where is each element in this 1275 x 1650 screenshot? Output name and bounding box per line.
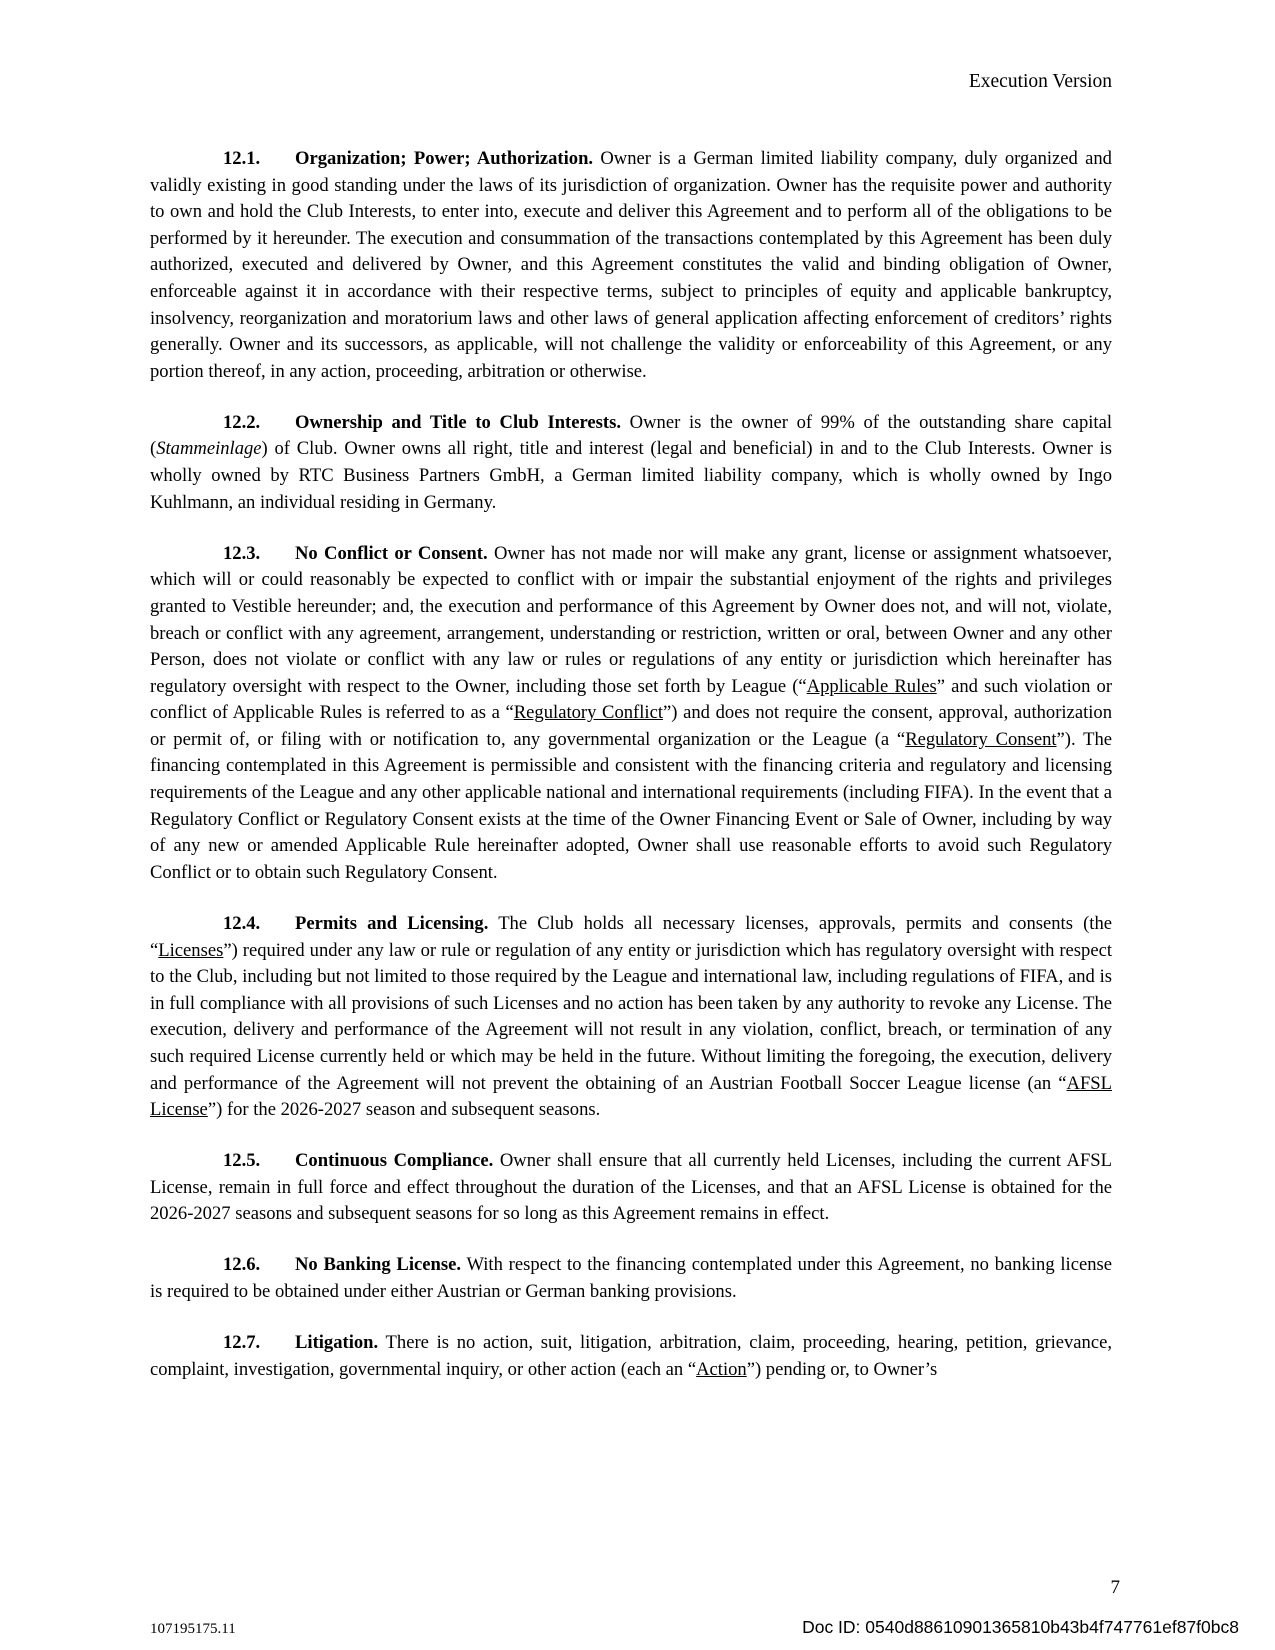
defined-term: Applicable Rules — [806, 675, 937, 697]
document-body — [150, 146, 1112, 1408]
section-title: Organization; Power; Authorization. — [295, 148, 594, 169]
section-text: With respect to the financing contemplated under this Agreement, no banking license is required to be obtained under either Austrian or German banking provisions. — [150, 1254, 1113, 1303]
defined-term: AFSL License — [150, 1072, 1112, 1121]
section-text: Owner is a German limited liability company, duly organized and validly existing in good standing under the laws of its jurisdiction of organization. Owner has the requisite power and authority to own and hold the Club Interests, to enter into, execute and deliver this Agreement and to perform all of the obligations to be performed by it hereunder. The execution and consummation of the transactions contemplated by this Agreement has been duly authorized, executed and delivered by Owner, and this Agreement constitutes the valid and binding obligation of Owner, enforceable against it in accordance with their respective terms, subject to principles of equity and applicable bankruptcy, insolvency, reorganization and moratorium laws and other laws of general application affecting enforcement of creditors’ rights generally. Owner and its successors, as applicable, will not challenge the validity or enforceability of this Agreement, or any portion thereof, in any action, proceeding, arbitration or otherwise. — [150, 148, 1112, 382]
section-title: Litigation. — [295, 1332, 379, 1354]
section-text: There is no action, suit, litigation, arbitration, claim, proceeding, hearing, petition, grievance, complaint, investigation, governmental inquiry, or other action (each an “ — [150, 1332, 1113, 1380]
section-12-7 — [150, 1330, 1112, 1383]
doc-id-stamp: Doc ID: 0540d88610901365810b43b4f747761ef87f0bc8 — [802, 1617, 1239, 1637]
section-text: The Club holds all necessary licenses, approvals, permits and consents (the “ — [150, 912, 1113, 961]
section-text: ”) pending or, to Owner’s — [746, 1358, 938, 1380]
section-text: ” and such violation or conflict of Applicable Rules is referred to as a “ — [150, 675, 1113, 724]
section-text: Owner has not made nor will make any grant, license or assignment whatsoever, which will or could reasonably be expected to conflict with or impair the substantial enjoyment of the rights and privileges granted to Vestible hereunder; and, the execution and performance of this Agreement by Owner does not, and will not, violate, breach or conflict with any agreement, arrangement, understanding or restriction, written or oral, between Owner and any other Person, does not violate or conflict with any law or rules or regulations of any entity or jurisdiction which hereinafter has regulatory oversight with respect to the Owner, including those set forth by League (“ — [150, 542, 1113, 697]
section-title: No Conflict or Consent. — [295, 542, 488, 564]
defined-term: Regulatory Conflict — [513, 702, 663, 724]
section-12-5 — [150, 1148, 1112, 1228]
section-text: ”). The financing contemplated in this Agreement is permissible and consistent with the financing criteria and regulatory and licensing requirements of the League and any other applicable national and international requirements (including FIFA). In the event that a Regulatory Conflict or Regulatory Consent exists at the time of the Owner Financing Event or Sale of Owner, including by way of any new or amended Applicable Rule hereinafter adopted, Owner shall use reasonable efforts to avoid such Regulatory Conflict or to obtain such Regulatory Consent. — [150, 728, 1112, 883]
section-12-4 — [150, 911, 1112, 1124]
section-number: 12.2. — [223, 411, 261, 433]
section-number: 12.3. — [223, 542, 261, 564]
section-text: ”) required under any law or rule or regulation of any entity or jurisdiction which has regulatory oversight with respect to the Club, including but not limited to those required by the League and international law, including regulations of FIFA, and is in full compliance with all provisions of such Licenses and no action has been taken by any authority to revoke any License. The execution, delivery and performance of the Agreement will not result in any violation, conflict, breach, or termination of any such required License currently held or which may be held in the future. Without limiting the foregoing, the execution, delivery and performance of the Agreement will not prevent the obtaining of an Austrian Football Soccer League license (an “ — [150, 939, 1112, 1094]
defined-term: Action — [696, 1358, 747, 1380]
section-12-6 — [150, 1252, 1112, 1305]
section-number: 12.5. — [223, 1150, 261, 1172]
section-text: ”) for the 2026-2027 season and subsequent seasons. — [207, 1099, 601, 1121]
section-12-2 — [150, 410, 1112, 516]
section-title: Permits and Licensing. — [295, 912, 489, 934]
section-text: ”) and does not require the consent, approval, authorization or permit of, or filing with or notification to, any governmental organization or the League (a “ — [150, 702, 1112, 750]
section-number: 12.6. — [223, 1254, 261, 1276]
italic-term: Stammeinlage — [156, 438, 262, 460]
section-number: 12.1. — [223, 148, 261, 169]
section-number: 12.4. — [223, 912, 261, 934]
section-text: Owner is the owner of 99% of the outstanding share capital ( — [150, 411, 1112, 460]
defined-term: Regulatory Consent — [905, 728, 1057, 750]
defined-term: Licenses — [158, 939, 224, 961]
section-12-3 — [150, 541, 1112, 887]
section-12-1 — [150, 146, 1112, 385]
document-reference: 107195175.11 — [150, 1621, 236, 1637]
section-number: 12.7. — [223, 1332, 261, 1354]
section-title: Continuous Compliance. — [295, 1150, 494, 1172]
section-title: No Banking License. — [295, 1254, 461, 1276]
page-number: 7 — [1110, 1577, 1120, 1598]
section-title: Ownership and Title to Club Interests. — [295, 411, 621, 433]
section-text: Owner shall ensure that all currently held Licenses, including the current AFSL License, remain in full force and effect throughout the duration of the Licenses, and that an AFSL License is obtained for the 2026-2027 seasons and subsequent seasons for so long as this Agreement remains in effect. — [150, 1150, 1112, 1225]
section-text: ) of Club. Owner owns all right, title and interest (legal and beneficial) in and to the Club Interests. Owner is wholly owned by RTC Business Partners GmbH, a German limited liability company, which is wholly owned by Ingo Kuhlmann, an individual residing in Germany. — [150, 438, 1112, 513]
execution-version-header: Execution Version — [968, 71, 1112, 92]
